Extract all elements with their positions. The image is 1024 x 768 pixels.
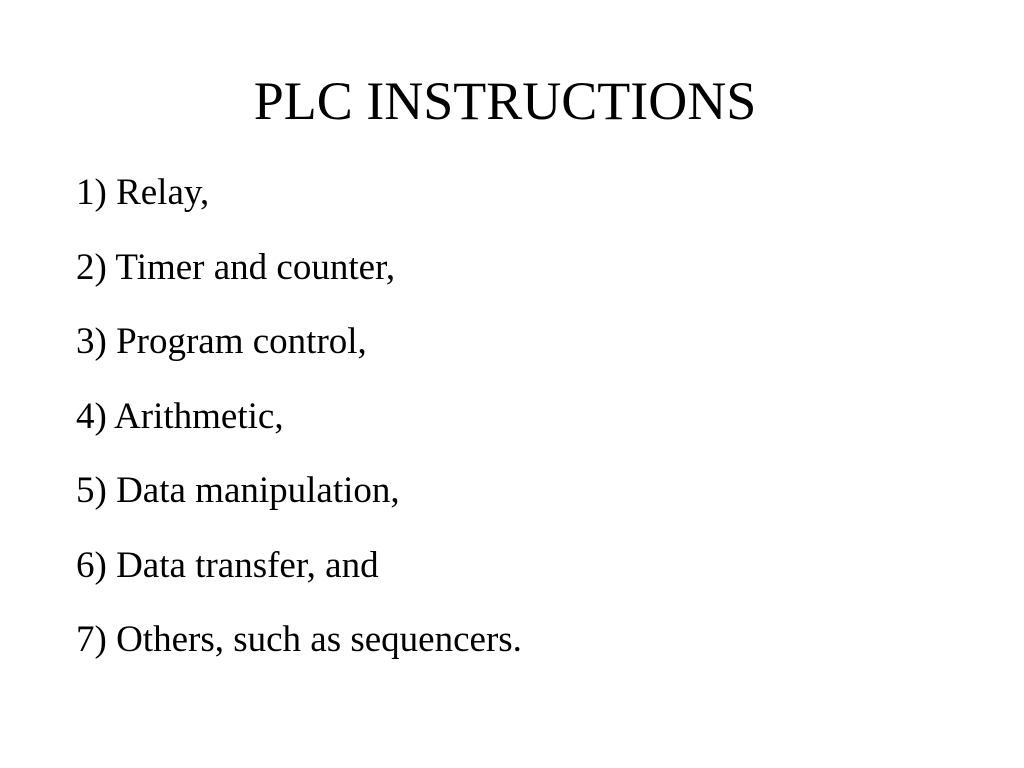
- list-item: 2) Timer and counter,: [76, 246, 396, 288]
- list-item: 1) Relay,: [76, 172, 210, 213]
- list-item: 7) Others, such as sequencers.: [76, 619, 522, 660]
- list-item: 6) Data transfer, and: [76, 544, 379, 586]
- list-item: 3) Program control,: [76, 321, 367, 362]
- list-item: 4) Arithmetic,: [76, 395, 284, 437]
- list-item: 5) Data manipulation,: [76, 470, 400, 511]
- instruction-list: [76, 156, 522, 678]
- slide-title: PLC INSTRUCTIONS: [253, 71, 757, 131]
